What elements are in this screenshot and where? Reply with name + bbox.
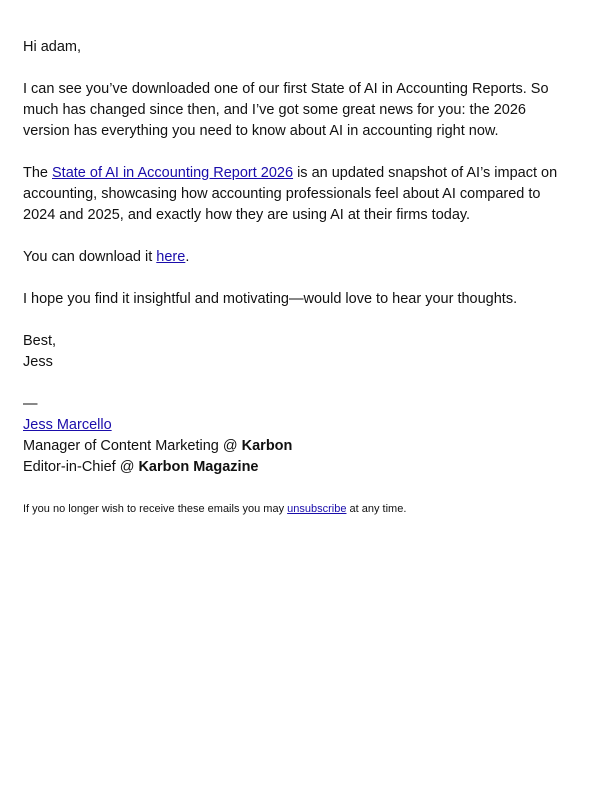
greeting: Hi adam, [23,39,82,55]
signature-magazine: Karbon Magazine [138,459,259,475]
signoff-name: Jess [23,354,53,370]
report-paragraph-prefix: The [23,165,53,181]
email-body [23,37,575,517]
footer-prefix: If you no longer wish to receive these emails you may [23,503,288,515]
unsubscribe-footer [23,501,575,517]
report-paragraph-suffix: is an updated snapshot of AI’s impact on accounting, showcasing how accounting professionals feel about AI compared to 2024 and 2025, and exactly how they are using AI at their firms today. [23,165,558,223]
download-paragraph [23,247,575,268]
download-link[interactable]: here [156,249,186,265]
signoff [23,331,575,373]
report-paragraph [23,163,575,226]
report-link[interactable]: State of AI in Accounting Report 2026 [52,165,294,181]
download-paragraph-suffix: . [185,249,190,265]
download-paragraph-prefix: You can download it [23,249,157,265]
signature-role-prefix: Editor-in-Chief @ [23,459,139,475]
signature-role-line [23,457,575,478]
intro-paragraph: I can see you’ve downloaded one of our first State of AI in Accounting Reports. So much has changed since then, and I’ve got some great news for you: the 2026 version has everything you need to know about AI in accounting right now. [23,81,549,139]
unsubscribe-link[interactable]: unsubscribe [287,503,347,515]
footer-suffix: at any time. [346,503,407,515]
signature-company: Karbon [241,438,293,454]
signature-dash: — [23,396,38,412]
signoff-closing: Best, [23,333,57,349]
signature-title-line [23,436,575,457]
signature-title-prefix: Manager of Content Marketing @ [23,438,242,454]
signature-name-row [23,415,575,436]
signature-name-link[interactable]: Jess Marcello [23,417,112,433]
signature-block [23,394,575,478]
closing-paragraph: I hope you find it insightful and motivating—would love to hear your thoughts. [23,291,518,307]
